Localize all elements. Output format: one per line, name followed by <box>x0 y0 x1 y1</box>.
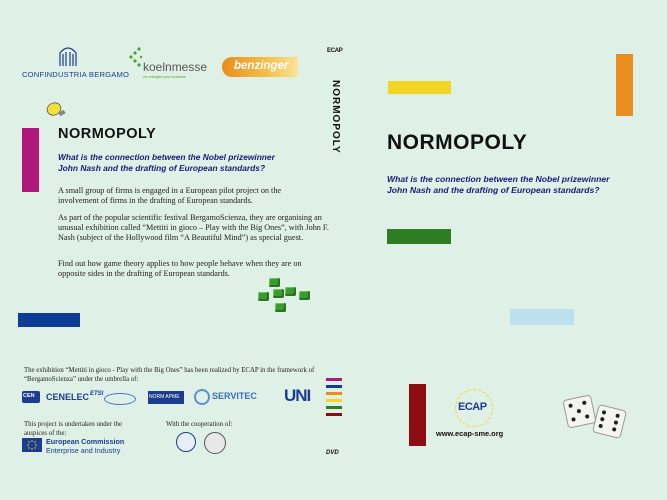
partner-logos <box>22 384 322 410</box>
game-piece <box>258 292 269 301</box>
servitec-logo <box>194 389 284 407</box>
dice-icon <box>563 393 627 438</box>
ecap-logo-text: ECAP <box>458 401 487 413</box>
ecap-logo <box>455 389 493 427</box>
etsi-swoosh-icon <box>104 393 136 405</box>
koelnmesse-tagline: we energize your business <box>143 75 186 79</box>
light-blue-bar <box>510 309 574 325</box>
servitec-wave-icon <box>194 389 210 405</box>
confindustria-emblem-icon <box>56 45 80 67</box>
die <box>592 404 627 439</box>
game-piece <box>273 289 284 298</box>
koelnmesse-text: koelnmesse <box>143 60 208 74</box>
uni-logo <box>284 384 311 408</box>
etsi-logo <box>90 389 136 405</box>
spine-top-logo: ECAP <box>327 48 343 54</box>
light-bulb-icon <box>45 100 71 120</box>
cooperation-seal-1-icon <box>176 432 196 452</box>
cenelec-logo: CENELEC <box>46 392 90 402</box>
back-question: What is the connection between the Nobel prizewinner John Nash and the drafting of European standards? <box>58 152 275 173</box>
normapme-logo-text: NORM APME <box>149 394 180 400</box>
die <box>562 394 596 428</box>
back-paragraph-2: As part of the popular scientific festival BergamoScienza, they are organising an unusual exhibition called “Mettiti in gioco – Play with the Big Ones”, with John F. Nash (subject of the Hollywood film “A Beautiful Mind”) as special guest. <box>58 213 329 242</box>
confindustria-logo <box>22 45 130 81</box>
cooperation-text: With the cooperation of: <box>166 421 233 428</box>
koelnmesse-dots-icon <box>128 47 144 71</box>
etsi-logo-text: ETSI <box>90 391 104 397</box>
blue-bar <box>18 313 80 327</box>
color-stripes <box>326 378 342 416</box>
cen-logo <box>22 391 40 403</box>
spine-title: NORMOPOLY <box>330 80 341 154</box>
cen-logo-text: CEN <box>23 393 35 399</box>
yellow-bar <box>388 81 451 94</box>
magenta-bar <box>22 128 39 192</box>
front-title: NORMOPOLY <box>387 131 528 154</box>
dark-red-bar <box>409 384 426 446</box>
confindustria-text: CONFINDUSTRIA BERGAMO <box>22 70 130 79</box>
back-paragraph-3: Find out how game theory applies to how people behave when they are on opposite sides in the drafting of European standards. <box>58 259 302 278</box>
game-piece <box>285 287 296 296</box>
ec-line-2: Enterprise and Industry <box>46 446 121 455</box>
game-piece <box>269 278 280 287</box>
game-piece <box>275 303 286 312</box>
ec-logo <box>22 437 142 455</box>
uni-logo-text: UNI <box>284 386 311 405</box>
benzinger-logo <box>222 57 298 77</box>
website-link[interactable]: www.ecap-sme.org <box>436 429 504 438</box>
back-title: NORMOPOLY <box>58 126 157 142</box>
spine-dvd-logo: DVD <box>326 450 339 456</box>
servitec-logo-text: SERVITEC <box>212 391 257 401</box>
eu-flag-icon <box>22 438 42 452</box>
front-question: What is the connection between the Nobel prizewinner John Nash and the drafting of European standards? <box>387 174 610 195</box>
green-bar <box>387 229 451 244</box>
benzinger-text: benzinger <box>234 60 289 72</box>
ec-line-1: European Commission <box>46 437 125 446</box>
cooperation-seal-2-icon <box>204 432 226 454</box>
koelnmesse-logo <box>128 47 214 81</box>
credits-text: The exhibition “Mettiti in gioco - Play with the Big Ones” has been realized by ECAP in the framework of “BergamoScienza” under the umbrella of: <box>24 367 315 383</box>
normapme-logo <box>148 391 184 404</box>
back-paragraph-1: A small group of firms is engaged in a European pilot project on the involvement of firms in the drafting of European standards. <box>58 186 282 205</box>
orange-bar <box>616 54 633 116</box>
auspices-text: This project is undertaken under the auspices of the: <box>24 421 122 437</box>
game-pieces <box>255 278 315 318</box>
game-piece <box>299 291 310 300</box>
